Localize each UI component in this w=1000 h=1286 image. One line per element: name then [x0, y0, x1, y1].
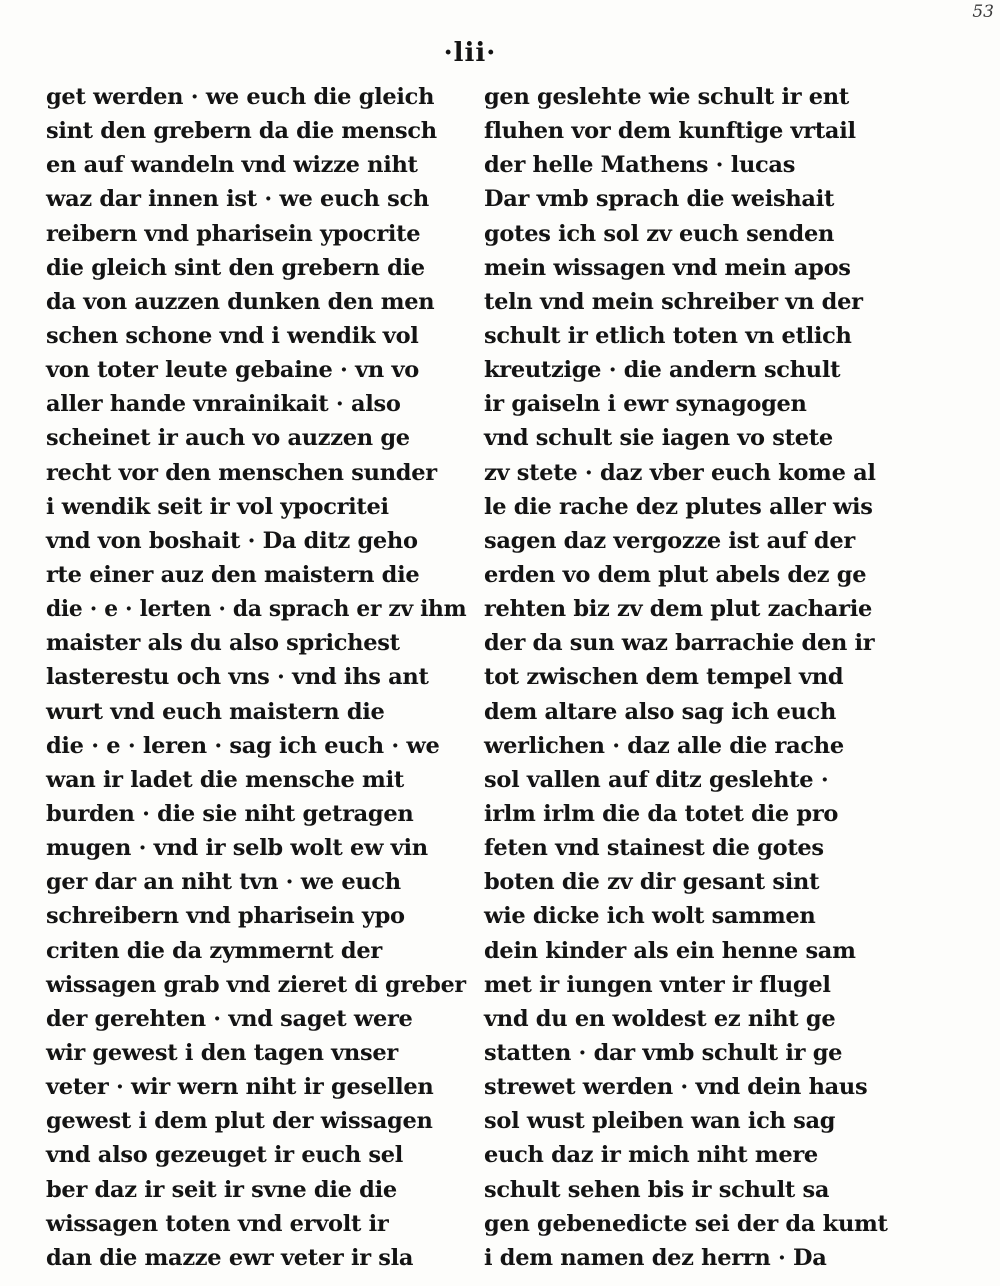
manuscript-line: schult sehen bis ir schult sa — [484, 1176, 830, 1203]
manuscript-line: sol wust pleiben wan ich sag — [484, 1108, 836, 1135]
manuscript-line: fluhen vor dem kunftige vrtail — [484, 118, 856, 145]
manuscript-line: gen geslehte wie schult ir ent — [484, 84, 849, 110]
manuscript-line: wan ir ladet die mensche mit — [46, 766, 404, 793]
left-text-column — [46, 80, 466, 1275]
manuscript-line: der helle Mathens · lucas — [484, 152, 796, 179]
manuscript-line: wir gewest i den tagen vnser — [46, 1039, 398, 1066]
manuscript-line: waz dar innen ist · we euch sch — [46, 186, 429, 213]
right-text-column — [484, 80, 914, 1275]
manuscript-line: strewet werden · vnd dein haus — [484, 1074, 868, 1101]
manuscript-line: gen gebenedicte sei der da kumt — [484, 1210, 888, 1237]
manuscript-line: wie dicke ich wolt sammen — [484, 903, 816, 930]
manuscript-line: statten · dar vmb schult ir ge — [484, 1039, 843, 1066]
folio-number: 53 — [972, 2, 994, 22]
manuscript-line: teln vnd mein schreiber vn der — [484, 288, 863, 315]
manuscript-line: aller hande vnrainikait · also — [46, 391, 401, 418]
manuscript-line: rehten biz zv dem plut zacharie — [484, 596, 872, 623]
manuscript-line: rte einer auz den maistern die — [46, 561, 420, 588]
manuscript-line: irlm irlm die da totet die pro — [484, 800, 839, 827]
manuscript-line: dem altare also sag ich euch — [484, 698, 837, 725]
manuscript-line: euch daz ir mich niht mere — [484, 1142, 818, 1169]
manuscript-line: i dem namen dez herrn · Da — [484, 1244, 827, 1271]
manuscript-line: vnd also gezeuget ir euch sel — [46, 1142, 404, 1169]
manuscript-line: veter · wir wern niht ir gesellen — [46, 1074, 434, 1101]
manuscript-line: werlichen · daz alle die rache — [484, 732, 844, 759]
manuscript-line: sol vallen auf ditz geslehte · — [484, 766, 829, 793]
manuscript-line: get werden · we euch die gleich — [46, 84, 435, 110]
manuscript-line: tot zwischen dem tempel vnd — [484, 664, 844, 691]
manuscript-line: gotes ich sol zv euch senden — [484, 220, 835, 247]
manuscript-line: erden vo dem plut abels dez ge — [484, 561, 867, 588]
manuscript-line: die · e · leren · sag ich euch · we — [46, 732, 440, 759]
page-number: ·lii· — [443, 38, 497, 68]
manuscript-line: lasterestu och vns · vnd ihs ant — [46, 664, 429, 691]
manuscript-line: wissagen toten vnd ervolt ir — [46, 1210, 389, 1237]
manuscript-line: en auf wandeln vnd wizze niht — [46, 152, 418, 179]
manuscript-line: sagen daz vergozze ist auf der — [484, 527, 855, 554]
manuscript-line: burden · die sie niht getragen — [46, 800, 414, 827]
manuscript-line: mugen · vnd ir selb wolt ew vin — [46, 835, 428, 862]
manuscript-line: schreibern vnd pharisein ypo — [46, 903, 405, 930]
manuscript-line: da von auzzen dunken den men — [46, 288, 435, 315]
manuscript-line: recht vor den menschen sunder — [46, 459, 437, 486]
manuscript-line: schen schone vnd i wendik vol — [46, 322, 419, 349]
manuscript-line: Dar vmb sprach die weishait — [484, 186, 835, 213]
manuscript-line: vnd du en woldest ez niht ge — [484, 1005, 836, 1032]
manuscript-line: mein wissagen vnd mein apos — [484, 254, 851, 281]
manuscript-line: reibern vnd pharisein ypocrite — [46, 220, 421, 247]
manuscript-line: von toter leute gebaine · vn vo — [46, 357, 419, 384]
manuscript-line: maister als du also sprichest — [46, 630, 400, 657]
manuscript-line: der da sun waz barrachie den ir — [484, 630, 875, 657]
manuscript-line: der gerehten · vnd saget were — [46, 1005, 413, 1032]
manuscript-line: die gleich sint den grebern die — [46, 254, 425, 281]
manuscript-line: zv stete · daz vber euch kome al — [484, 459, 876, 486]
manuscript-line: i wendik seit ir vol ypocritei — [46, 493, 389, 520]
manuscript-line: met ir iungen vnter ir flugel — [484, 971, 831, 998]
manuscript-line: ger dar an niht tvn · we euch — [46, 869, 401, 896]
manuscript-line: sint den grebern da die mensch — [46, 118, 437, 145]
manuscript-line: feten vnd stainest die gotes — [484, 835, 824, 862]
manuscript-line: vnd schult sie iagen vo stete — [484, 425, 833, 452]
manuscript-line: gewest i dem plut der wissagen — [46, 1108, 433, 1135]
manuscript-line: kreutzige · die andern schult — [484, 357, 841, 384]
manuscript-line: criten die da zymmernt der — [46, 937, 382, 964]
manuscript-line: wurt vnd euch maistern die — [46, 698, 385, 725]
manuscript-line: boten die zv dir gesant sint — [484, 869, 820, 896]
manuscript-line: die · e · lerten · da sprach er zv ihm — [46, 596, 467, 623]
manuscript-line: schult ir etlich toten vn etlich — [484, 322, 852, 349]
manuscript-line: vnd von boshait · Da ditz geho — [46, 527, 418, 554]
manuscript-line: le die rache dez plutes aller wis — [484, 493, 873, 520]
manuscript-line: ir gaiseln i ewr synagogen — [484, 391, 807, 418]
manuscript-line: ber daz ir seit ir svne die die — [46, 1176, 397, 1203]
manuscript-line: scheinet ir auch vo auzzen ge — [46, 425, 410, 452]
manuscript-line: wissagen grab vnd zieret di greber — [46, 971, 466, 998]
manuscript-line: dan die mazze ewr veter ir sla — [46, 1244, 414, 1271]
manuscript-line: dein kinder als ein henne sam — [484, 937, 856, 964]
